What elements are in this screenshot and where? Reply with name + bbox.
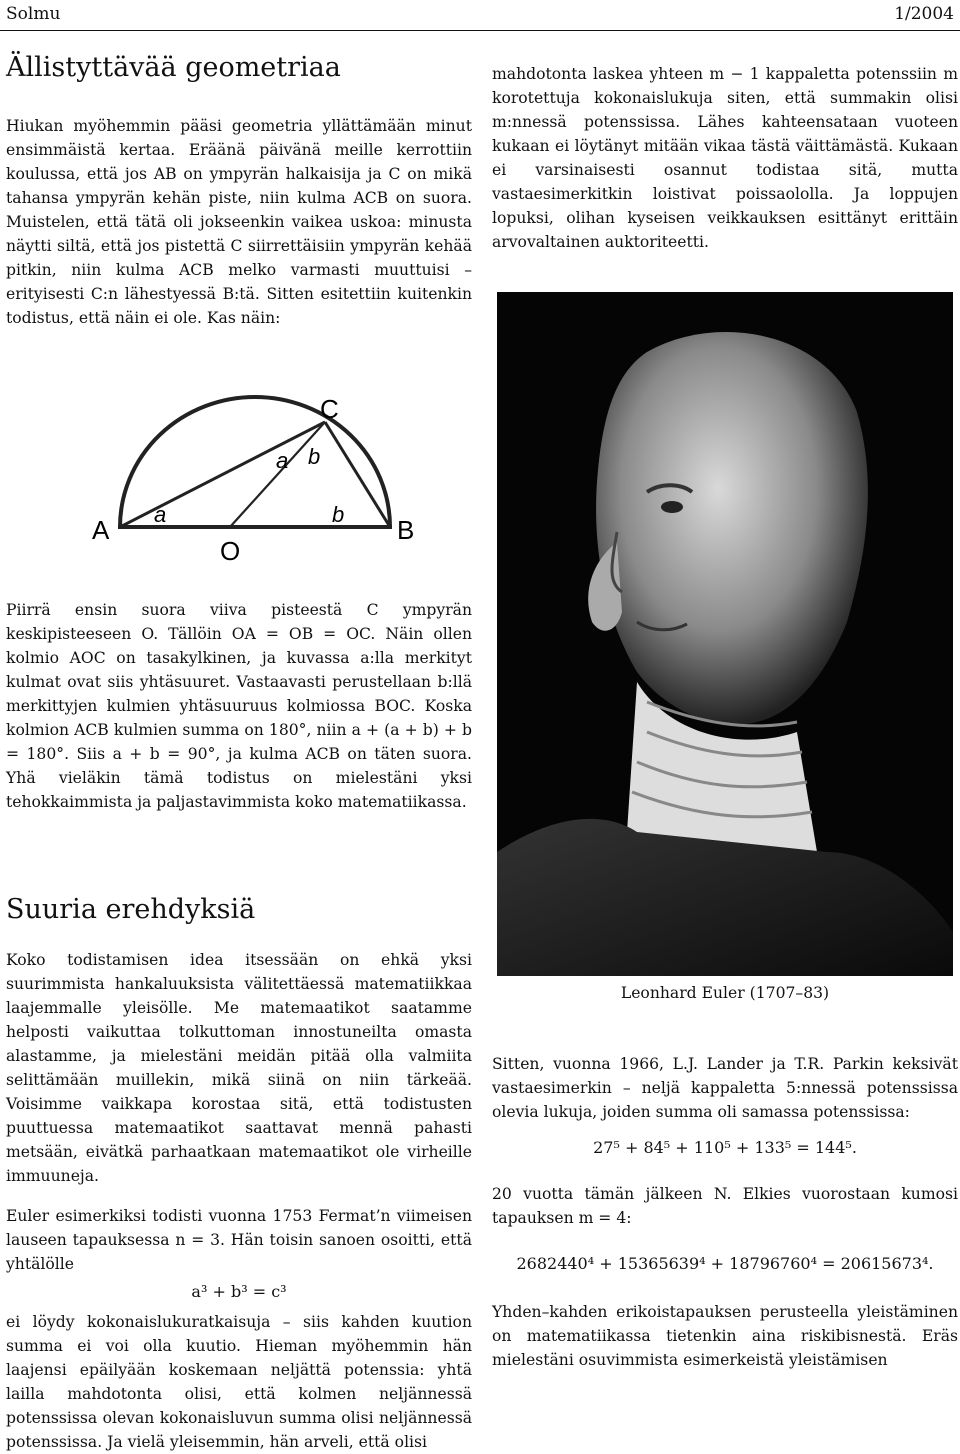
portrait-caption: Leonhard Euler (1707–83) [620,984,830,1002]
label-angle-b1: b [308,444,321,469]
label-angle-a2: a [276,448,289,473]
label-c: C [320,394,339,424]
paragraph: Hiukan myöhemmin pääsi geometria yllättämään minut ensimmäistä kertaa. Eräänä päivänä meille kerrottiin koulussa, että jos AB on ympyrän halkaisija ja C on mikä tahansa ympyrän kehän piste, niin kulma ACB on suora. Muistelen, että tätä oli jokseenkin vaikea uskoa: minusta näytti siltä, että jos pistettä C siirrettäisiin ympyrän kehää pitkin, niin kulma ACB melko varmasti muuttuisi – erityisesti C:n lähestyessä B:tä. Sitten esitettiin kuitenkin todistus, että näin ei ole. Kas näin: [6,117,472,327]
section-title: Ällistyttävää geometriaa [6,52,341,83]
right-column-top [492,62,958,254]
paragraph: 20 vuotta tämän jälkeen N. Elkies vuorostaan kumosi tapauksen m = 4: [492,1185,958,1227]
issue-number: 1/2004 [894,4,954,24]
euler-portrait [497,292,953,976]
section-title: Suuria erehdyksiä [6,894,256,925]
proof-text [6,598,472,814]
label-angle-b2: b [332,502,345,527]
semicircle-diagram [70,392,440,572]
label-b-point: B [397,515,415,545]
equation-cubes: a³ + b³ = c³ [191,1282,287,1301]
label-o: O [220,536,241,566]
equation-elkies: 2682440⁴ + 15365639⁴ + 18796760⁴ = 20615673⁴. [516,1254,934,1273]
page-header [0,0,960,30]
paragraph: ei löydy kokonaislukuratkaisuja – siis kahden kuution summa ei voi olla kuutio. Hieman myöhemmin hän laajensi epäilyään koskemaan neljättä potenssia: yhtä lailla mahdotonta olisi, että kolmen neljännessä potenssissa olevan kokonaisluvun summa olisi neljännessä potenssissa. Ja vielä yleisemmin, hän arveli, että olisi [6,1313,472,1451]
equation-lander-parkin: 27⁵ + 84⁵ + 110⁵ + 133⁵ = 144⁵. [593,1138,857,1157]
portrait-image [497,292,953,976]
label-a-point: A [92,515,110,545]
paragraph: Piirrä ensin suora viiva pisteestä C ympyrän keskipisteeseen O. Tällöin OA = OB = OC. Näin ollen kolmio AOC on tasakylkinen, ja kuvassa a:lla merkityt kulmat ovat siis yhtäsuuret. Vastaavasti perustellaan b:llä merkittyjen kulmien yhtäsuuruus kolmiossa BOC. Koska kolmion ACB kulmien summa on 180°, niin a + (a + b) + b = 180°. Siis a + b = 90°, ja kulma ACB on täten suora. Yhä vieläkin tämä todistus on mielestäni yksi tehokkaimmista ja paljastavimmista koko matematiikassa. [6,601,472,811]
right-column-bottom [492,1052,958,1372]
section-errors [6,894,472,1454]
paragraph: Koko todistamisen idea itsessään on ehkä yksi suurimmista hankaluuksista välitettäessä matematiikkaa laajemmalle yleisölle. Me matemaatikot saatamme helposti vaikuttaa tolkuttoman innostuneilta omasta alastamme, ja mielestäni meidän pitää olla valmiita selittämään muillekin, mikä siinä on niin tärkeää. Voisimme vaikkapa korostaa sitä, että todistusten puuttuessa matemaatikot saattavat mennä pahasti metsään, eivätkä parhaatkaan matemaatikot ole virheille immuuneja. [6,951,472,1185]
section-geometry [6,52,472,330]
paragraph: Euler esimerkiksi todisti vuonna 1753 Fermat’n viimeisen lauseen tapauksessa n = 3. Hän toisin sanoen osoitti, että yhtälölle [6,1207,472,1273]
journal-name: Solmu [6,4,61,24]
header-rule [0,30,960,31]
paragraph: Yhden–kahden erikoistapauksen perusteella yleistäminen on matematiikassa tietenkin aina riskibisnestä. Eräs mielestäni osuvimmista esimerkeistä yleistämisen [492,1303,958,1369]
paragraph: mahdotonta laskea yhteen m − 1 kappaletta potenssiin m korotettuja kokonaislukuja siten, että summakin olisi m:nnessä potenssissa. Lähes kahteensataan vuoteen kukaan ei löytänyt mitään vikaa tästä väittämästä. Kukaan ei varsinaisesti osannut todistaa sitä, mutta vastaesimerkitkin loistivat poissaololla. Ja loppujen lopuksi, olihan kyseisen veikkauksen esittänyt erittäin arvovaltainen auktoriteetti. [492,65,958,251]
paragraph: Sitten, vuonna 1966, L.J. Lander ja T.R. Parkin keksivät vastaesimerkin – neljä kappaletta 5:nnessä potenssissa olevia lukuja, joiden summa oli samassa potenssissa: [492,1055,958,1121]
label-angle-a1: a [154,502,167,527]
